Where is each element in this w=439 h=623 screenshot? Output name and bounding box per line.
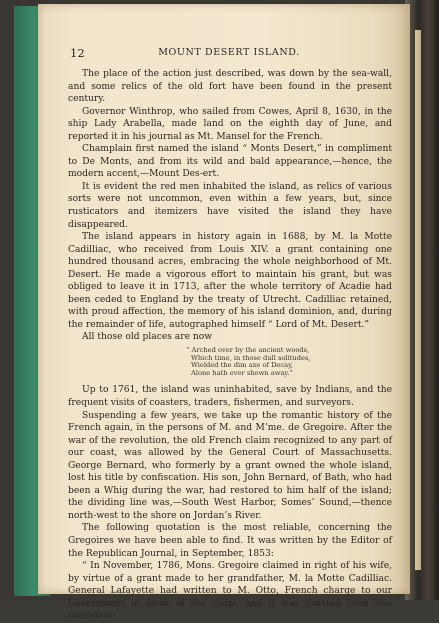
poem-line: Alone hath ever shown away.” [191, 368, 293, 377]
poem-quote [68, 347, 392, 377]
poem-line: “ Arched over by the ancient woods, [186, 346, 310, 355]
paragraph: Governor Winthrop, who sailed from Cowes, April 8, 1630, in the ship Lady Arabella, made land on the eighth day of June, and reported it in his journal as Mt. Mansel for the French. [68, 106, 392, 142]
book-page [38, 4, 410, 622]
paragraph: It is evident the red men inhabited the island, as relics of various sorts were not uncommon, even within a few years, but, since rusticators and itemizers have visited the island they have disappeared. [68, 181, 392, 230]
next-page-edge [415, 30, 421, 570]
paragraph: The island appears in history again in 1688, by M. la Motte Cadilliac, who received from Louis XIV. a grant containing one hundred thousand acres, embracing the whole neighborhood of Mt. Desert. He made a vigorous effort to maintain his grant, but was obliged to leave it in 1713, after the whole territory of Acadie had been ceded to England by the treaty of Utrecht. Cadilliac retained, with proud affection, the memory of his island dominion, and, during the remainder of life, autographed himself “ Lord of Mt. Desert.” [68, 232, 392, 330]
paragraph: The following quotation is the most reliable, concerning the Gregoires we have been able to find. It was written by the Editor of the Republican Journal, in September, 1853: [68, 523, 392, 559]
paragraph: All those old places are now [82, 332, 213, 343]
paragraph: Champlain first named the island “ Monts Desert,” in compliment to De Monts, and from its wild and bald appearance,—hence, the modern accent,—Mount Des-ert. [68, 144, 392, 180]
paragraph: The place of the action just described, was down by the sea-wall, and some relics of the old fort have been found in the present century. [68, 69, 392, 105]
poem-line: Which time, in those dull solitudes, [191, 353, 311, 362]
paragraph: Up to 1761, the island was uninhabited, save by Indians, and the frequent visits of coasters, traders, fishermen, and surveyors. [68, 385, 392, 408]
page-body [68, 68, 392, 623]
page-number: 12 [70, 46, 85, 60]
running-title: MOUNT DESERT ISLAND. [158, 47, 300, 58]
paragraph: Suspending a few years, we take up the romantic history of the French again, in the persons of M. and M’me. de Gregoire. After the war of the revolution, the old French claim recognized to any part of our coast, was allowed by the General Court of Massachusetts. George Bernard, who formerly by a grant owned the whole island, lost his title by confiscation. His son, John Bernard, of Bath, who had been a Whig during the war, had restored to him half of the island; the dividing line was,—South West Harbor, Somes’ Sound,—thence north-west to the shore on Jordan’s River. [68, 410, 392, 521]
book-spine-edge [405, 0, 439, 600]
page-header [70, 46, 388, 60]
paragraph: “ In November, 1786, Mons. Gregoire claimed in right of his wife, by virtue of a grant made to her grandfather, M. la Motte Cadilliac. General Lafayette had written to M. Otto, French charge to our Government in favor of the claim, and it was granted from this considera- [68, 561, 392, 622]
poem-line: Wielded the dim axe of Decay, [191, 361, 294, 370]
